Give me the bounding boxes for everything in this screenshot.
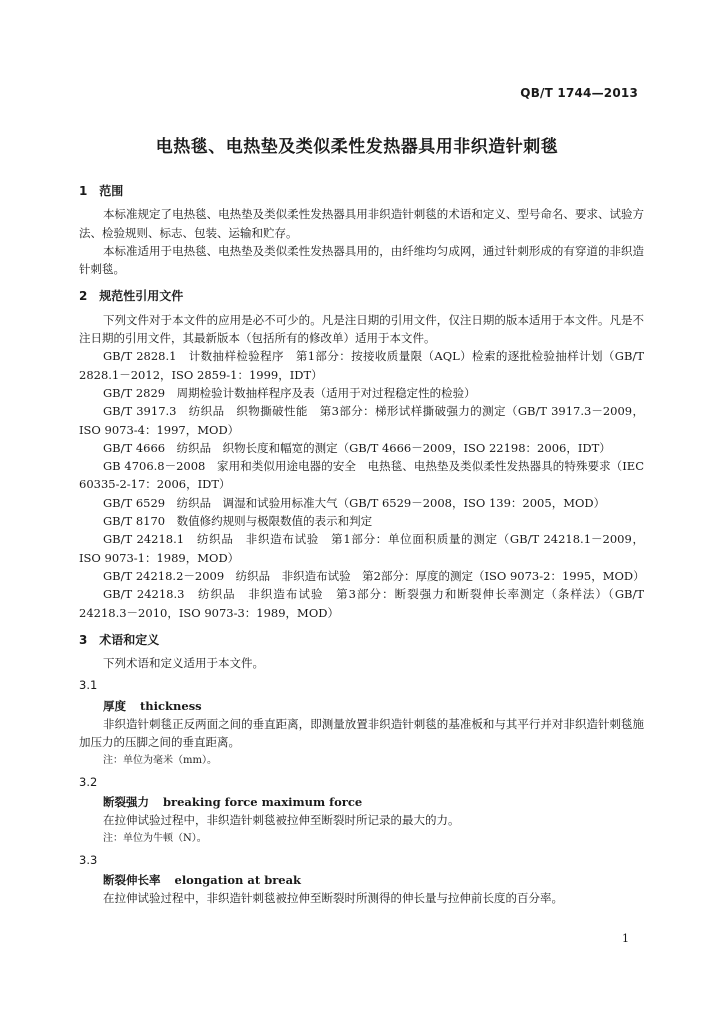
paragraph: 下列文件对于本文件的应用是必不可少的。凡是注日期的引用文件，仅注日期的版本适用于本文件。凡是不注日期的引用文件，其最新版本（包括所有的修改单）适用于本文件。 [79,312,644,346]
reference-item: GB/T 2828.1 计数抽样检验程序 第1部分：按接收质量限（AQL）检索的逐批检验抽样计划（GB/T 2828.1－2012，ISO 2859-1：1999，IDT） [79,349,644,382]
paragraph: 下列术语和定义适用于本文件。 [103,656,264,671]
term-cn: 断裂伸长率 [103,872,161,887]
paragraph: 本标准适用于电热毯、电热垫及类似柔性发热器具用的，由纤维均匀成网，通过针刺形成的有穿道的非织造针刺毯。 [79,243,644,277]
term-definition: 在拉伸试验过程中，非织造针刺毯被拉伸至断裂时所记录的最大的力。 [103,813,460,828]
reference-item: GB/T 24218.2－2009 纺织品 非织造布试验 第2部分：厚度的测定（ISO 9073-2：1995，MOD） [103,568,645,583]
term-note: 注：单位为牛顿（N）。 [103,832,207,844]
section-heading-1 [79,182,644,200]
term-en: breaking force maximum force [163,794,363,809]
section-title: 范围 [99,184,124,198]
reference-item: GB/T 2829 周期检验计数抽样程序及表（适用于对过程稳定性的检验） [103,385,476,400]
section-title: 规范性引用文件 [99,289,184,304]
reference-item: GB 4706.8－2008 家用和类似用途电器的安全 电热毯、电热垫及类似柔性发热器具的特殊要求（IEC 60335-2-17：2006，IDT） [79,459,644,492]
term-en: elongation at break [174,872,302,887]
section-heading-2 [79,287,644,305]
term-definition: 非织造针刺毯正反两面之间的垂直距离，即测量放置非织造针刺毯的基准板和与其平行并对非织造针刺毯施加压力的压脚之间的垂直距离。 [79,717,644,750]
page-number: 1 [622,932,629,945]
term-heading [79,697,644,715]
term-number: 3.2 [79,774,98,789]
reference-item: GB/T 24218.1 纺织品 非织造布试验 第1部分：单位面积质量的测定（GB/T 24218.1－2009，ISO 9073-1：1989，MOD） [79,532,644,565]
term-number: 3.1 [79,678,98,693]
term-heading [79,793,644,811]
section-heading-3 [79,631,644,649]
reference-item: GB/T 4666 纺织品 织物长度和幅宽的测定（GB/T 4666－2009，ISO 22198：2006，IDT） [103,440,611,455]
document-body [79,182,644,907]
standard-code: QB/T 1744—2013 [520,86,638,100]
section-number: 1 [79,184,88,198]
term-en: thickness [140,698,202,713]
reference-item: GB/T 3917.3 纺织品 织物撕破性能 第3部分：梯形试样撕破强力的测定（GB/T 3917.3－2009，ISO 9073-4：1997，MOD） [79,404,644,437]
reference-item: GB/T 6529 纺织品 调湿和试验用标准大气（GB/T 6529－2008，ISO 139：2005，MOD） [103,495,606,510]
reference-item: GB/T 24218.3 纺织品 非织造布试验 第3部分：断裂强力和断裂伸长率测定（条样法）（GB/T 24218.3－2010，ISO 9073-3：1989，MOD） [79,587,644,620]
reference-item: GB/T 8170 数值修约规则与极限数值的表示和判定 [103,514,373,529]
section-number: 2 [79,289,88,304]
term-heading [79,871,644,889]
term-cn: 断裂强力 [103,794,149,809]
document-title: 电热毯、电热垫及类似柔性发热器具用非织造针刺毯 [155,137,559,157]
term-number: 3.3 [79,852,98,867]
section-title: 术语和定义 [99,632,160,647]
term-note: 注：单位为毫米（mm）。 [103,754,217,766]
term-cn: 厚度 [103,698,126,713]
section-number: 3 [79,632,88,647]
paragraph: 本标准规定了电热毯、电热垫及类似柔性发热器具用非织造针刺毯的术语和定义、型号命名、要求、试验方法、检验规则、标志、包装、运输和贮存。 [79,207,644,240]
term-definition: 在拉伸试验过程中，非织造针刺毯被拉伸至断裂时所测得的伸长量与拉伸前长度的百分率。 [103,891,563,906]
